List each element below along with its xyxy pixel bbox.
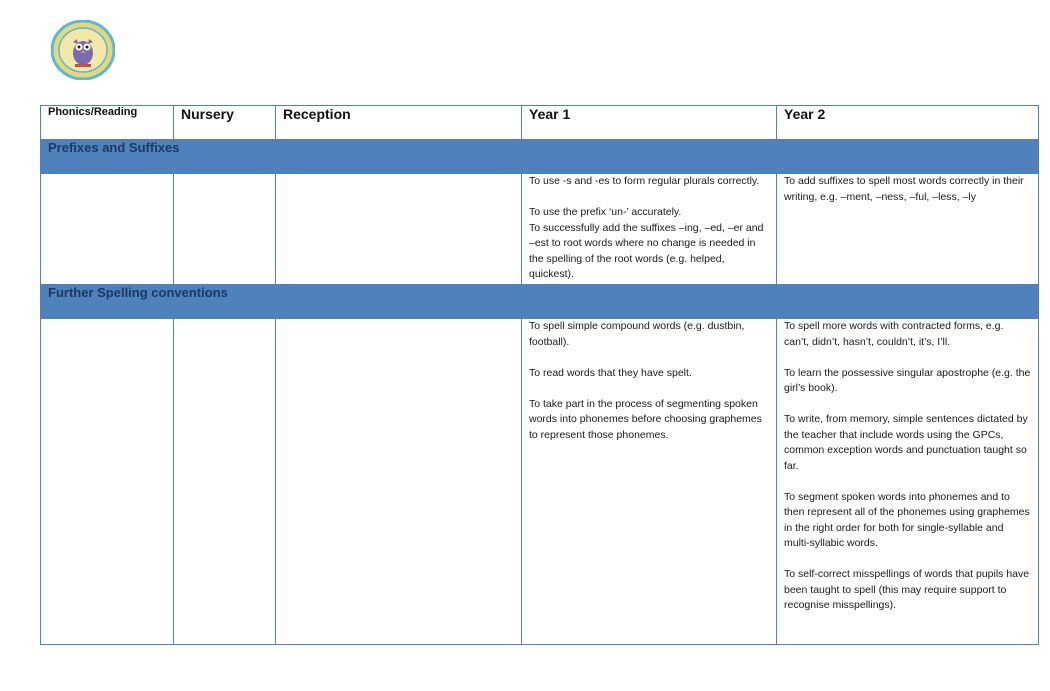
table-header-row <box>41 106 1039 140</box>
section-row <box>41 140 1039 174</box>
header-year1: Year 1 <box>522 106 777 140</box>
curriculum-table <box>40 105 1039 645</box>
cell-nursery <box>174 174 276 285</box>
objective: To learn the possessive singular apostrophe (e.g. the girl’s book). <box>784 366 1031 394</box>
cell-reception <box>276 174 522 285</box>
section-row <box>41 285 1039 319</box>
header-subject: Phonics/Reading <box>41 106 174 140</box>
table-row <box>41 174 1039 285</box>
header-reception: Reception <box>276 106 522 140</box>
objective: To spell more words with contracted forms, e.g. can’t, didn’t, hasn’t, couldn’t, it’s, I’ll. <box>784 320 1004 348</box>
objective: To self-correct misspellings of words that pupils have been taught to spell (this may require support to recognise misspellings). <box>784 568 1030 611</box>
objective: To segment spoken words into phonemes and to then represent all of the phonemes using graphemes in the right order for both for single-syllable and multi-syllabic words. <box>784 490 1030 549</box>
header-year2: Year 2 <box>777 106 1039 140</box>
cell-subject <box>41 174 174 285</box>
section-title: Further Spelling conventions <box>41 285 1039 319</box>
cell-year1 <box>522 174 777 285</box>
objective: To add suffixes to spell most words correctly in their writing, e.g. –ment, –ness, –ful, –less, –ly <box>784 175 1024 203</box>
cell-nursery <box>174 319 276 645</box>
cell-year1 <box>522 319 777 645</box>
section-title: Prefixes and Suffixes <box>41 140 1039 174</box>
objective: To use the prefix ‘un-’ accurately. To successfully add the suffixes –ing, –ed, –er and –est to root words where no change is needed in the spelling of the root words (e.g. helped, quickest). <box>529 206 764 280</box>
objective: To write, from memory, simple sentences dictated by the teacher that include words using the GPCs, common exception words and punctuation taught so far. <box>784 413 1028 472</box>
objective: To use -s and -es to form regular plurals correctly. <box>529 175 760 187</box>
cell-reception <box>276 319 522 645</box>
school-logo <box>51 20 115 80</box>
cell-year2 <box>777 174 1039 285</box>
cell-year2 <box>777 319 1039 645</box>
table-row <box>41 319 1039 645</box>
objective: To take part in the process of segmenting spoken words into phonemes before choosing graphemes to represent those phonemes. <box>529 397 762 441</box>
header-nursery: Nursery <box>174 106 276 140</box>
objective: To spell simple compound words (e.g. dustbin, football). <box>529 320 745 348</box>
cell-subject <box>41 319 174 645</box>
objective: To read words that they have spelt. <box>529 366 692 379</box>
